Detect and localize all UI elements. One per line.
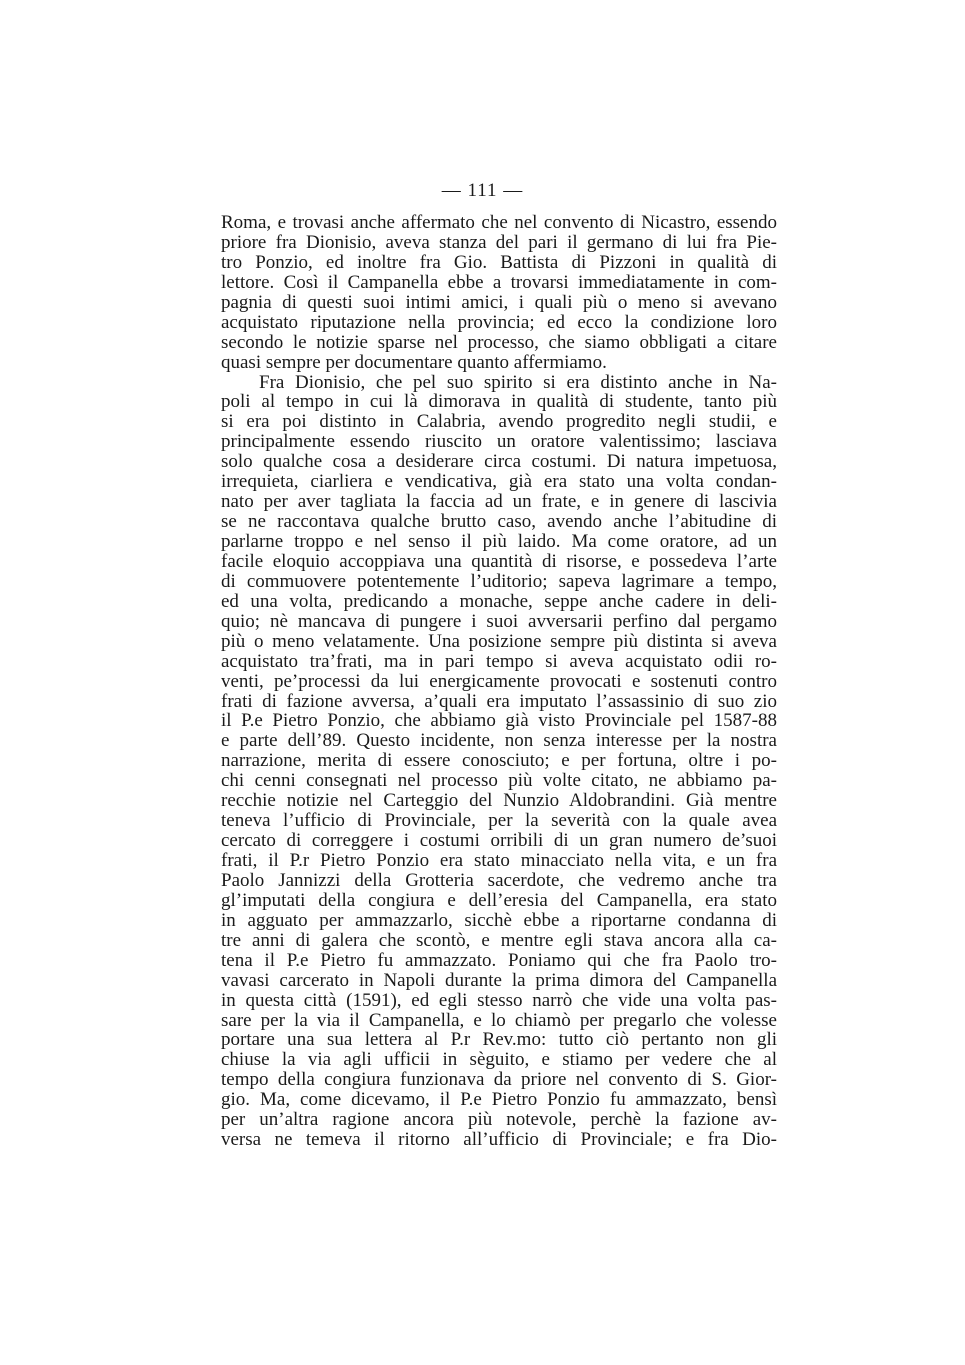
text-line: parlarne troppo e nel senso il più laido. Ma come oratore, ad un xyxy=(221,531,777,552)
text-line: chi cenni consegnati nel processo più volte citato, ne abbiamo pa- xyxy=(221,770,777,792)
text-line: ed una volta, predicando a monache, seppe anche cadere in deli- xyxy=(221,590,777,612)
text-line: gio. Ma, come dicevamo, il P.e Pietro Ponzio fu ammazzato, bensì xyxy=(221,1089,777,1111)
text-line: versa ne temeva il ritorno all’ufficio di Provinciale; e fra Dio- xyxy=(221,1129,777,1151)
text-line: secondo le notizie sparse nel processo, che siamo obbligati a citare xyxy=(221,331,777,353)
text-line: acquistato tra’frati, ma in pari tempo si aveva acquistato odii ro- xyxy=(221,650,777,672)
text-line: di commuovere potentemente l’uditorio; sapeva lagrimare a tempo, xyxy=(221,570,777,592)
text-line: Fra Dionisio, che pel suo spirito si era distinto anche in Na- xyxy=(259,371,777,393)
text-line: acquistato riputazione nella provincia; ed ecco la condizione loro xyxy=(221,311,777,333)
text-line: più o meno velatamente. Una posizione sempre più distinta si aveva xyxy=(221,630,777,652)
text-line: quasi sempre per documentare quanto affermiamo. xyxy=(221,351,607,373)
text-line: chiuse la via agli ufficii in sèguito, e stiamo per vedere che al xyxy=(221,1049,777,1071)
text-line: tempo della congiura funzionava da priore nel convento di S. Gior- xyxy=(221,1069,777,1091)
text-line: Paolo Jannizzi della Grotteria sacerdote, che vedremo anche tra xyxy=(221,869,777,891)
text-line: si era poi distinto in Calabria, avendo progredito negli studii, e xyxy=(221,411,777,433)
text-line: vavasi carcerato in Napoli durante la prima dimora del Campanella xyxy=(221,969,777,991)
text-line: tro Ponzio, ed inoltre fra Gio. Battista di Pizzoni in qualità di xyxy=(221,251,777,273)
text-line: frati di fazione avversa, a’quali era imputato l’assassinio di suo zio xyxy=(221,690,777,712)
text-line: principalmente essendo riuscito un oratore valentissimo; lasciava xyxy=(221,431,777,453)
text-line: frati, il P.r Pietro Ponzio era stato minacciato nella vita, e un fra xyxy=(221,850,777,871)
text-line: cercato di correggere i costumi orribili di un gran numero de’suoi xyxy=(221,830,777,852)
text-line: il P.e Pietro Ponzio, che abbiamo già visto Provinciale pel 1587-88 xyxy=(221,710,777,732)
text-line: sare per la via il Campanella, e lo chiamò per pregarlo che volesse xyxy=(221,1009,777,1031)
text-line: teneva l’ufficio di Provinciale, per la severità con la quale avea xyxy=(221,810,777,832)
text-line: gl’imputati della congiura e dell’eresia del Campanella, era stato xyxy=(221,889,777,911)
text-line: portare una sua lettera al P.r Rev.mo: tutto ciò pertanto non gli xyxy=(221,1029,777,1051)
text-line: recchie notizie nel Carteggio del Nunzio Aldobrandini. Già mentre xyxy=(221,790,777,812)
text-line: se ne raccontava qualche brutto caso, avendo anche l’abitudine di xyxy=(221,511,777,533)
text-line: tena il P.e Pietro fu ammazzato. Poniamo qui che fra Paolo tro- xyxy=(221,949,777,971)
page-number: — 111 — xyxy=(441,180,524,201)
text-line: quio; nè mancava di pungere i suoi avversarii perfino dal pergamo xyxy=(221,610,777,632)
text-line: tre anni di galera che scontò, e mentre egli stava ancora alla ca- xyxy=(221,929,777,951)
text-line: per un’altra ragione ancora più notevole, perchè la fazione av- xyxy=(221,1109,777,1131)
text-line: venti, pe’processi da lui energicamente provocati e sostenuti contro xyxy=(221,670,777,692)
text-line: lettore. Così il Campanella ebbe a trovarsi immediatamente in com- xyxy=(221,271,777,293)
text-line: irrequieta, ciarliera e vendicativa, già era stato una volta condan- xyxy=(221,471,777,493)
body-text xyxy=(221,213,777,1150)
text-line: poli al tempo in cui là dimorava in qualità di studente, tanto più xyxy=(221,391,777,413)
text-line: in questa città (1591), ed egli stesso narrò che vide una volta pas- xyxy=(221,989,777,1011)
text-line: Roma, e trovasi anche affermato che nel convento di Nicastro, essendo xyxy=(221,212,777,233)
text-line: e parte dell’89. Questo incidente, non senza interesse per la nostra xyxy=(221,730,777,752)
text-line: pagnia di questi suoi intimi amici, i quali più o meno si avevano xyxy=(221,291,777,313)
text-line: priore fra Dionisio, aveva stanza del pari il germano di lui fra Pie- xyxy=(221,231,777,253)
text-line: in agguato per ammazzarlo, sicchè ebbe a riportarne condanna di xyxy=(221,909,777,931)
text-line: narrazione, merita di essere conosciuto; e per fortuna, oltre i po- xyxy=(221,750,777,772)
text-line: facile eloquio accoppiava una quantità di risorse, e possedeva l’arte xyxy=(221,550,777,572)
text-line: nato per aver tagliata la faccia ad un frate, e in genere di lascivia xyxy=(221,491,777,513)
text-line: solo qualche cosa a desiderare circa costumi. Di natura impetuosa, xyxy=(221,451,777,473)
